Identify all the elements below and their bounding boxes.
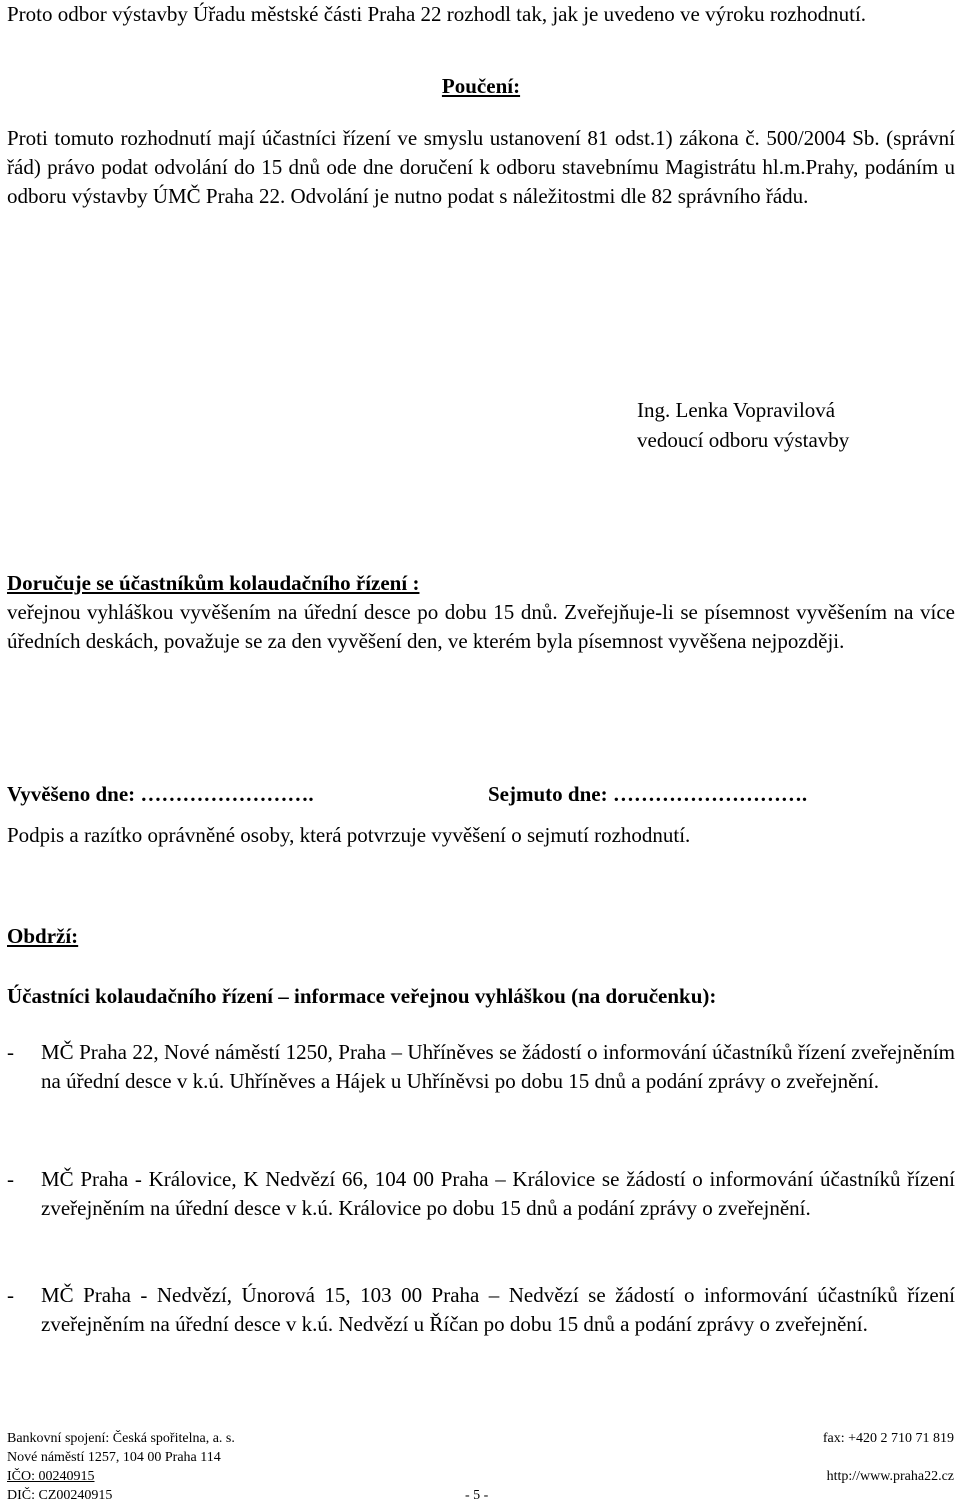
footer-dic: DIČ: CZ00240915 (7, 1488, 113, 1503)
intro-paragraph: Proto odbor výstavby Úřadu městské části Praha 22 rozhodl tak, jak je uvedeno ve výroku rozhodnutí. (7, 2, 867, 26)
list-item (7, 1038, 955, 1096)
posted-label: Vyvěšeno dne: ……………………. (7, 782, 314, 806)
posting-note: Podpis a razítko oprávněné osoby, která potvrzuje vyvěšení o sejmutí rozhodnutí. (7, 823, 691, 847)
footer-page-number: - 5 - (465, 1488, 489, 1503)
signature-title: vedoucí odboru výstavby (637, 428, 850, 452)
footer-fax: fax: +420 2 710 71 819 (822, 1431, 954, 1446)
recipients-subheading: Účastníci kolaudačního řízení – informace veřejnou vyhláškou (na doručenku): (7, 984, 717, 1008)
removed-label: Sejmuto dne: ………………………. (488, 782, 808, 806)
delivery-paragraph: veřejnou vyhláškou vyvěšením na úřední desce po dobu 15 dnů. Zveřejňuje-li se písemnost vyvěšením na více úředních deskách, považuje se za den vyvěšení den, ve kterém byla písemnost vyvěšena nejpozději. (7, 600, 955, 653)
footer-ico: IČO: 00240915 (7, 1469, 95, 1484)
delivery-heading: Doručuje se účastníkům kolaudačního řízení : (7, 571, 420, 595)
footer-address: Nové náměstí 1257, 104 00 Praha 114 (7, 1450, 221, 1465)
footer-bank: Bankovní spojení: Česká spořitelna, a. s. (7, 1431, 235, 1446)
recipients-heading: Obdrží: (7, 924, 79, 948)
list-item (7, 1281, 955, 1339)
footer-web: http://www.praha22.cz (826, 1469, 954, 1484)
list-item-text: MČ Praha - Nedvězí, Únorová 15, 103 00 Praha – Nedvězí se žádostí o informování účastníků řízení zveřejněním na úřední desce v k.ú. Nedvězí u Říčan po dobu 15 dnů a podání zprávy o zveřejnění. (41, 1283, 955, 1336)
pouceni-paragraph: Proti tomuto rozhodnutí mají účastníci řízení ve smyslu ustanovení 81 odst.1) zákona č. 500/2004 Sb. (správní řád) právo podat odvolání do 15 dnů ode dne doručení k odboru stavebnímu Magistrátu hl.m.Prahy, podáním u odboru výstavby ÚMČ Praha 22. Odvolání je nutno podat s náležitostmi dle 82 správního řádu. (7, 126, 955, 208)
list-item-text: MČ Praha - Královice, K Nedvězí 66, 104 00 Praha – Královice se žádostí o informování účastníků řízení zveřejněním na úřední desce v k.ú. Královice po dobu 15 dnů a podání zprávy o zveřejnění. (41, 1167, 955, 1220)
signature-name: Ing. Lenka Vopravilová (637, 398, 836, 422)
list-item-dash: - (7, 1040, 14, 1064)
pouceni-heading: Poučení: (441, 74, 521, 98)
list-item-dash: - (7, 1283, 14, 1307)
list-item-text: MČ Praha 22, Nové náměstí 1250, Praha – Uhříněves se žádostí o informování účastníků řízení zveřejněním na úřední desce v k.ú. Uhříněves a Hájek u Uhříněvsi po dobu 15 dnů a podání zprávy o zveřejnění. (41, 1040, 955, 1093)
list-item (7, 1165, 955, 1223)
list-item-dash: - (7, 1167, 14, 1191)
